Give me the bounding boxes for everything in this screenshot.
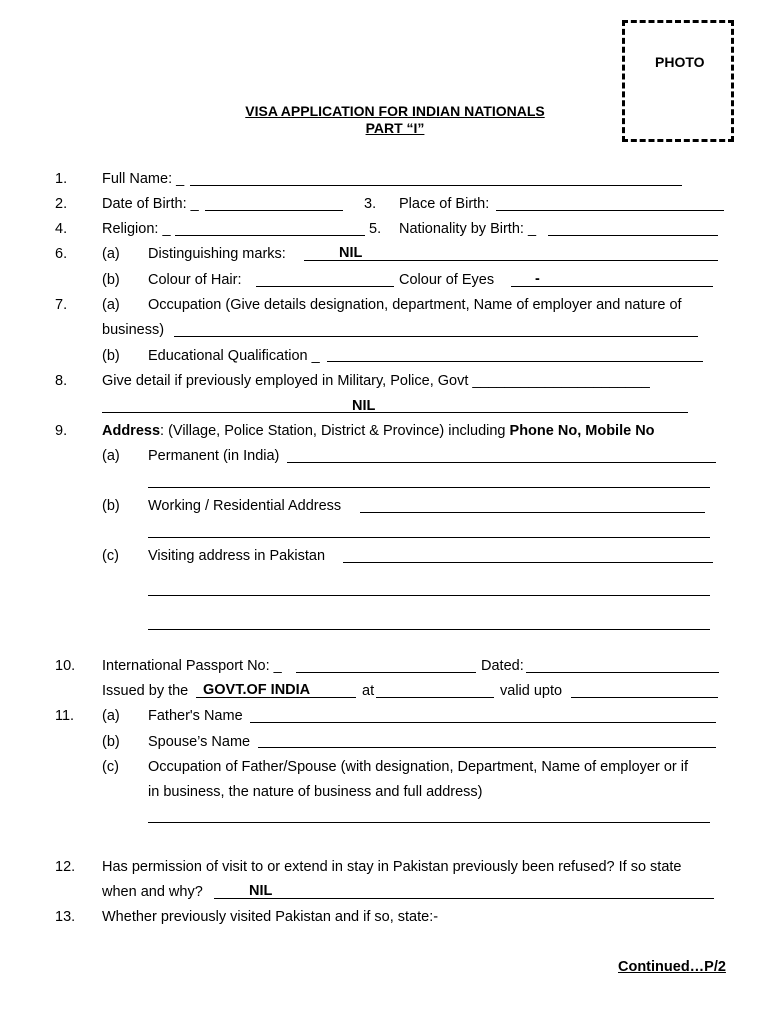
spouse-name-field[interactable]	[258, 747, 716, 748]
full-name-label: Full Name: _	[102, 171, 185, 187]
item-number-4: 4.	[55, 221, 68, 237]
sub-a-label: (a)	[102, 297, 120, 313]
visiting-address-field[interactable]	[343, 562, 713, 563]
hair-field[interactable]	[256, 286, 394, 287]
item-number-8: 8.	[55, 373, 68, 389]
address-heading: Address: (Village, Police Station, District & Province) including Phone No, Mobile No	[102, 423, 655, 439]
sub-b-label: (b)	[102, 498, 120, 514]
refused-label-line2: when and why?	[102, 884, 203, 900]
sub-a-label: (a)	[102, 246, 120, 262]
item-number-2: 2.	[55, 196, 68, 212]
item-number-5: 5.	[369, 221, 382, 237]
occupation-field[interactable]	[174, 336, 698, 337]
permanent-address-field[interactable]	[287, 462, 716, 463]
religion-field[interactable]	[175, 235, 365, 236]
sub-a-label: (a)	[102, 708, 120, 724]
item-number-1: 1.	[55, 171, 68, 187]
education-label: Educational Qualification _	[148, 348, 320, 364]
marks-label: Distinguishing marks:	[148, 246, 286, 262]
eyes-field[interactable]	[511, 286, 713, 287]
parent-occupation-field[interactable]	[148, 822, 710, 823]
item-number-9: 9.	[55, 423, 68, 439]
valid-upto-label: valid upto	[500, 683, 563, 699]
item-number-11: 11.	[55, 708, 75, 724]
marks-field[interactable]	[304, 260, 718, 261]
visiting-address-field-line3[interactable]	[148, 629, 710, 630]
visited-label: Whether previously visited Pakistan and if so, state:-	[102, 909, 439, 925]
sub-b-label: (b)	[102, 348, 120, 364]
place-of-birth-label: Place of Birth:	[399, 196, 490, 212]
passport-field[interactable]	[296, 672, 476, 673]
sub-b-label: (b)	[102, 734, 120, 750]
full-name-field[interactable]	[190, 185, 682, 186]
hair-label: Colour of Hair:	[148, 272, 242, 288]
continued-note: Continued…P/2	[618, 959, 726, 975]
form-title: VISA APPLICATION FOR INDIAN NATIONALS	[245, 103, 545, 119]
working-address-field[interactable]	[360, 512, 705, 513]
education-field[interactable]	[327, 361, 703, 362]
father-name-field[interactable]	[250, 722, 716, 723]
sub-b-label: (b)	[102, 272, 120, 288]
military-value: NIL	[352, 398, 376, 414]
dated-label: Dated:	[481, 658, 524, 674]
item-number-13: 13.	[55, 909, 76, 925]
eyes-value: -	[535, 271, 540, 287]
sub-a-label: (a)	[102, 448, 120, 464]
marks-value: NIL	[339, 245, 363, 261]
visiting-address-label: Visiting address in Pakistan	[148, 548, 326, 564]
sub-c-label: (c)	[102, 759, 119, 775]
item-number-12: 12.	[55, 859, 76, 875]
issued-by-value: GOVT.OF INDIA	[203, 682, 311, 698]
sub-c-label: (c)	[102, 548, 119, 564]
issued-at-field[interactable]	[376, 697, 494, 698]
permanent-address-label: Permanent (in India)	[148, 448, 280, 464]
visiting-address-field-line2[interactable]	[148, 595, 710, 596]
item-number-10: 10.	[55, 658, 76, 674]
item-number-3: 3.	[364, 196, 377, 212]
at-label: at	[362, 683, 375, 699]
refused-field[interactable]	[214, 898, 714, 899]
item-number-7: 7.	[55, 297, 68, 313]
permanent-address-field-line2[interactable]	[148, 487, 710, 488]
form-subtitle: PART “I”	[365, 120, 425, 136]
dob-field[interactable]	[205, 210, 343, 211]
refused-label: Has permission of visit to or extend in stay in Pakistan previously been refused? If so state	[102, 859, 682, 875]
spouse-name-label: Spouse’s Name	[148, 734, 251, 750]
working-address-field-line2[interactable]	[148, 537, 710, 538]
parent-occupation-label: Occupation of Father/Spouse (with designation, Department, Name of employer or if	[148, 759, 688, 775]
working-address-label: Working / Residential Address	[148, 498, 342, 514]
place-of-birth-field[interactable]	[496, 210, 724, 211]
parent-occupation-label-line2: in business, the nature of business and full address)	[148, 784, 483, 800]
passport-label: International Passport No: _	[102, 658, 282, 674]
dated-field[interactable]	[526, 672, 719, 673]
business-label: business)	[102, 322, 165, 338]
military-label: Give detail if previously employed in Military, Police, Govt ______________________	[102, 373, 650, 389]
item-number-6: 6.	[55, 246, 68, 262]
occupation-label: Occupation (Give details designation, department, Name of employer and nature of	[148, 297, 682, 313]
nationality-field[interactable]	[548, 235, 718, 236]
eyes-label: Colour of Eyes	[399, 272, 495, 288]
photo-label: PHOTO	[655, 54, 705, 70]
military-field[interactable]	[102, 412, 688, 413]
refused-value: NIL	[249, 883, 273, 899]
religion-label: Religion: _	[102, 221, 171, 237]
nationality-label: Nationality by Birth: _	[399, 221, 537, 237]
valid-upto-field[interactable]	[571, 697, 718, 698]
dob-label: Date of Birth: _	[102, 196, 199, 212]
issued-by-label: Issued by the	[102, 683, 189, 699]
father-name-label: Father's Name	[148, 708, 243, 724]
